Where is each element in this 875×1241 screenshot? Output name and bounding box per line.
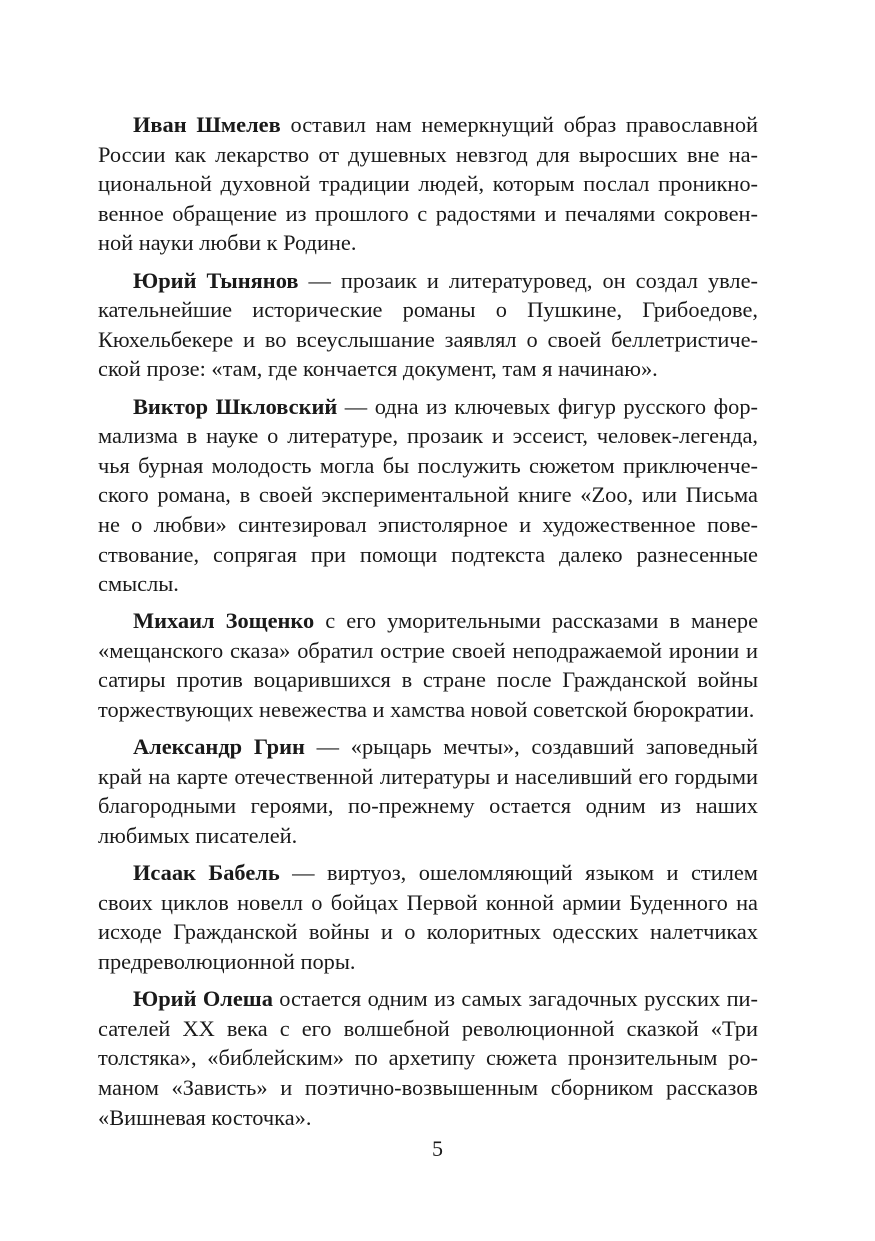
author-name: Юрий Олеша [133, 986, 273, 1012]
author-name: Юрий Тынянов [133, 267, 299, 293]
paragraph-tynyanov [98, 266, 758, 384]
page-number: 5 [432, 1136, 443, 1161]
paragraph-text: — виртуоз, ошеломляющий языком и стилем своих циклов новелл о бойцах Первой конной армии Буденного на исходе Гражданской войны и о колоритных одесских налетчиках предреволюционной поры. [98, 860, 758, 974]
paragraph-olesha [98, 984, 758, 1132]
paragraph-text: остается одним из самых загадочных русских писателей XX века с его волшебной революционной сказкой «Три толстяка», «библейским» по архетипу сюжета пронзительным романом «Зависть» и поэтично-возвышенным сборником рассказов «Вишневая косточка». [98, 986, 758, 1130]
paragraph-babel [98, 858, 758, 976]
author-name: Исаак Бабель [133, 860, 280, 886]
paragraph-text: — одна из ключевых фигур русского формализма в науке о литературе, прозаик и эссеист, человек-легенда, чья бурная молодость могла бы послужить сюжетом приключенческого романа, в своей экспериментальной книге «Zoo, или Письма не о любви» синтезировал эпистолярное и художественное повествование, сопрягая при помощи подтекста далеко разнесенные смыслы. [98, 393, 758, 597]
author-name: Александр Грин [133, 734, 305, 760]
paragraph-text: — «рыцарь мечты», создавший заповедный край на карте отечественной литературы и населивший его гордыми благородными героями, по-прежнему остается одним из наших любимых писателей. [98, 734, 758, 849]
paragraph-shmelev [98, 110, 758, 258]
paragraph-text: — прозаик и литературовед, он создал увлекательнейшие исторические романы о Пушкине, Грибоедове, Кюхельбекере и во всеуслышание заявлял о своей беллетристической прозе: «там, где кончается документ, там я начинаю». [98, 267, 758, 382]
author-name: Виктор Шкловский [133, 393, 338, 419]
paragraph-shklovsky [98, 392, 758, 599]
paragraph-text: оставил нам немеркнущий образ православной России как лекарство от душевных невзгод для выросших вне национальной духовной традиции людей, которым послал проникновенное обращение из прошлого с радостями и печалями сокровенной науки любви к Родине. [98, 112, 758, 256]
paragraph-text: с его уморительными рассказами в манере «мещанского сказа» обратил острие своей неподражаемой иронии и сатиры против воцарившихся в стране после Гражданской войны торжествующих невежества и хамства новой советской бюрократии. [98, 608, 759, 723]
paragraph-grin [98, 732, 758, 850]
author-name: Иван Шмелев [133, 112, 281, 137]
paragraph-zoshchenko [98, 606, 758, 724]
author-name: Михаил Зощенко [133, 608, 315, 634]
body-text [98, 110, 758, 1140]
